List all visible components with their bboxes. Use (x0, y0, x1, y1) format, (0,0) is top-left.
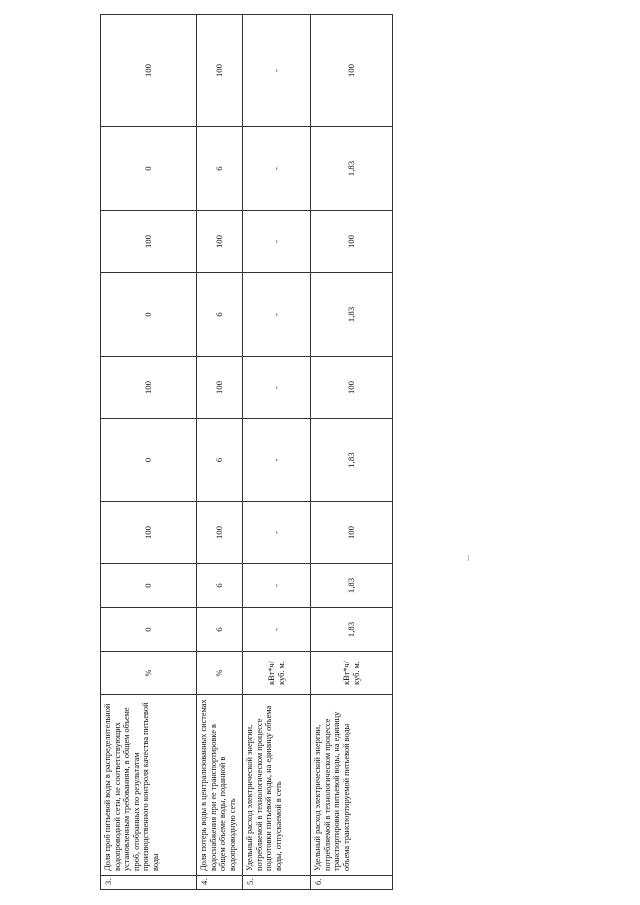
value-cell: - (243, 419, 311, 502)
value-cell: 1,83 (311, 273, 393, 357)
value-cell: 0 (101, 273, 197, 357)
value-cell: 1,83 (311, 127, 393, 211)
value-cell: - (243, 357, 311, 419)
unit: кВт*ч/ куб. м. (311, 652, 393, 695)
value-cell: 100 (311, 211, 393, 273)
row-index: 5. (243, 876, 311, 890)
scan-speck (468, 555, 469, 561)
value-cell: - (243, 211, 311, 273)
value-cell: 1,83 (311, 564, 393, 608)
value-cell: - (243, 564, 311, 608)
value-cell: 100 (101, 211, 197, 273)
value-cell: 0 (101, 608, 197, 652)
value-cell: - (243, 502, 311, 564)
indicator-name: Удельный расход электрической энергии, потребляемой в технологическом процессе транспортировки питьевой воды, на единицу объема транспортируемой питьевой воды (311, 695, 393, 876)
table-row (311, 15, 393, 890)
value-cell: 6 (197, 419, 243, 502)
indicator-name: Доля потерь воды в централизованных системах водоснабжения при ее транспортировке в общем объеме воды, поданной в водопроводную сеть (197, 695, 243, 876)
value-cell: 100 (311, 357, 393, 419)
indicators-table (100, 14, 393, 890)
value-cell: 100 (311, 502, 393, 564)
value-cell: 100 (101, 357, 197, 419)
indicator-name: Удельный расход электрической энергии, потребляемой в технологическом процессе подготовки питьевой воды, на единицу объема воды, отпускаемой в сеть (243, 695, 311, 876)
unit: % (101, 652, 197, 695)
row-index: 6. (311, 876, 393, 890)
value-cell: 0 (101, 564, 197, 608)
rotated-table-container (100, 15, 392, 890)
value-cell: 100 (197, 211, 243, 273)
value-cell: 100 (197, 502, 243, 564)
value-cell: 1,83 (311, 419, 393, 502)
value-cell: - (243, 273, 311, 357)
value-cell: - (243, 127, 311, 211)
value-cell: 6 (197, 608, 243, 652)
row-index: 3. (101, 876, 197, 890)
row-index: 4. (197, 876, 243, 890)
value-cell: 6 (197, 564, 243, 608)
indicator-name: Доля проб питьевой воды в распределительной водопроводной сети, не соответствующих установленным требованиям, в общем объеме проб, отобранных по результатам производственного контроля качества питьевой воды (101, 695, 197, 876)
unit: % (197, 652, 243, 695)
value-cell: - (243, 608, 311, 652)
table-row (243, 15, 311, 890)
value-cell: 100 (197, 15, 243, 127)
value-cell: 100 (311, 15, 393, 127)
unit: кВт*ч/ куб. м. (243, 652, 311, 695)
value-cell: 1,83 (311, 608, 393, 652)
value-cell: 100 (101, 502, 197, 564)
value-cell: 100 (197, 357, 243, 419)
table-row (197, 15, 243, 890)
table-row (101, 15, 197, 890)
value-cell: - (243, 15, 311, 127)
value-cell: 6 (197, 273, 243, 357)
value-cell: 0 (101, 419, 197, 502)
value-cell: 100 (101, 15, 197, 127)
value-cell: 6 (197, 127, 243, 211)
table-body (101, 15, 393, 890)
value-cell: 0 (101, 127, 197, 211)
